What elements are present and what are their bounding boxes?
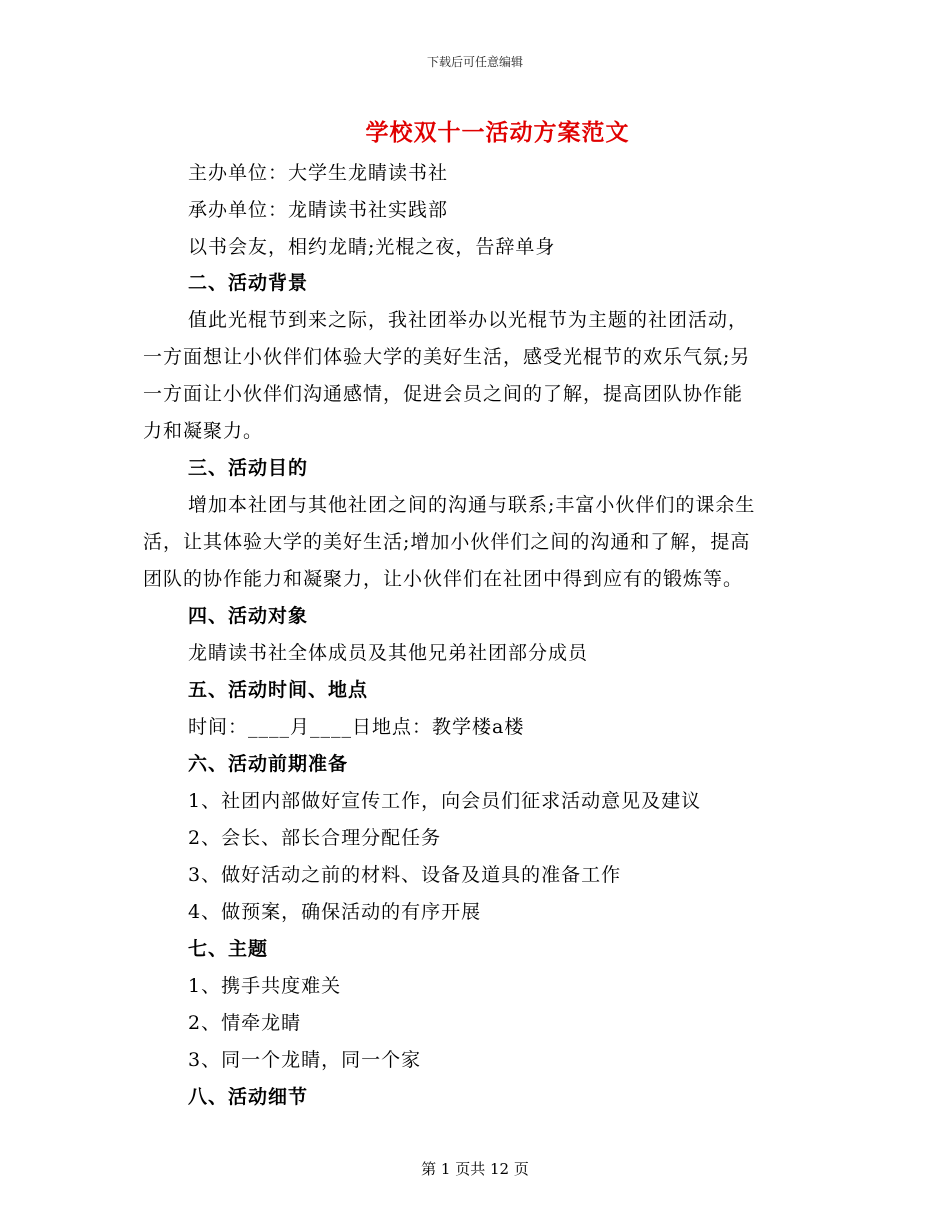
paragraph-line: 一方面让小伙伴们沟通感情，促进会员之间的了解，提高团队协作能: [143, 383, 744, 405]
section-heading-purpose: 三、活动目的: [188, 457, 309, 479]
paragraph-line: 一方面想让小伙伴们体验大学的美好生活，感受光棍节的欢乐气氛;另: [143, 346, 751, 368]
section-heading-details: 八、活动细节: [188, 1086, 309, 1108]
slogan-line: 以书会友，相约龙睛;光棍之夜，告辞单身: [188, 236, 556, 258]
list-item: 2、情牵龙睛: [188, 1012, 302, 1034]
page-header-note: 下载后可任意编辑: [426, 55, 523, 69]
section-heading-audience: 四、活动对象: [188, 605, 309, 627]
page-footer: 第 1 页共 12 页: [421, 1160, 529, 1178]
paragraph-line: 值此光棍节到来之际，我社团举办以光棍节为主题的社团活动，: [188, 309, 749, 331]
list-item: 3、做好活动之前的材料、设备及道具的准备工作: [188, 864, 622, 886]
section-heading-preparation: 六、活动前期准备: [188, 753, 349, 775]
paragraph-line: 力和凝聚力。: [143, 420, 264, 442]
document-title: 学校双十一活动方案范文: [365, 119, 630, 146]
section-heading-background: 二、活动背景: [188, 272, 309, 294]
paragraph-line: 增加本社团与其他社团之间的沟通与联系;丰富小伙伴们的课余生: [188, 494, 756, 516]
list-item: 2、会长、部长合理分配任务: [188, 827, 442, 849]
list-item: 1、携手共度难关: [188, 975, 342, 997]
paragraph-line: 龙睛读书社全体成员及其他兄弟社团部分成员: [188, 642, 589, 664]
paragraph-line: 活，让其体验大学的美好生活;增加小伙伴们之间的沟通和了解，提高: [143, 531, 751, 553]
section-heading-time-place: 五、活动时间、地点: [188, 679, 369, 701]
organizer-line: 主办单位：大学生龙睛读书社: [188, 162, 449, 184]
list-item: 1、社团内部做好宣传工作，向会员们征求活动意见及建议: [188, 790, 702, 812]
list-item: 3、同一个龙睛，同一个家: [188, 1049, 422, 1071]
list-item: 4、做预案，确保活动的有序开展: [188, 901, 482, 923]
co-organizer-line: 承办单位：龙睛读书社实践部: [188, 199, 449, 221]
section-heading-theme: 七、主题: [188, 938, 269, 960]
paragraph-line: 团队的协作能力和凝聚力，让小伙伴们在社团中得到应有的锻炼等。: [143, 568, 744, 590]
paragraph-line: 时间：____月____日地点：教学楼a楼: [188, 716, 525, 738]
